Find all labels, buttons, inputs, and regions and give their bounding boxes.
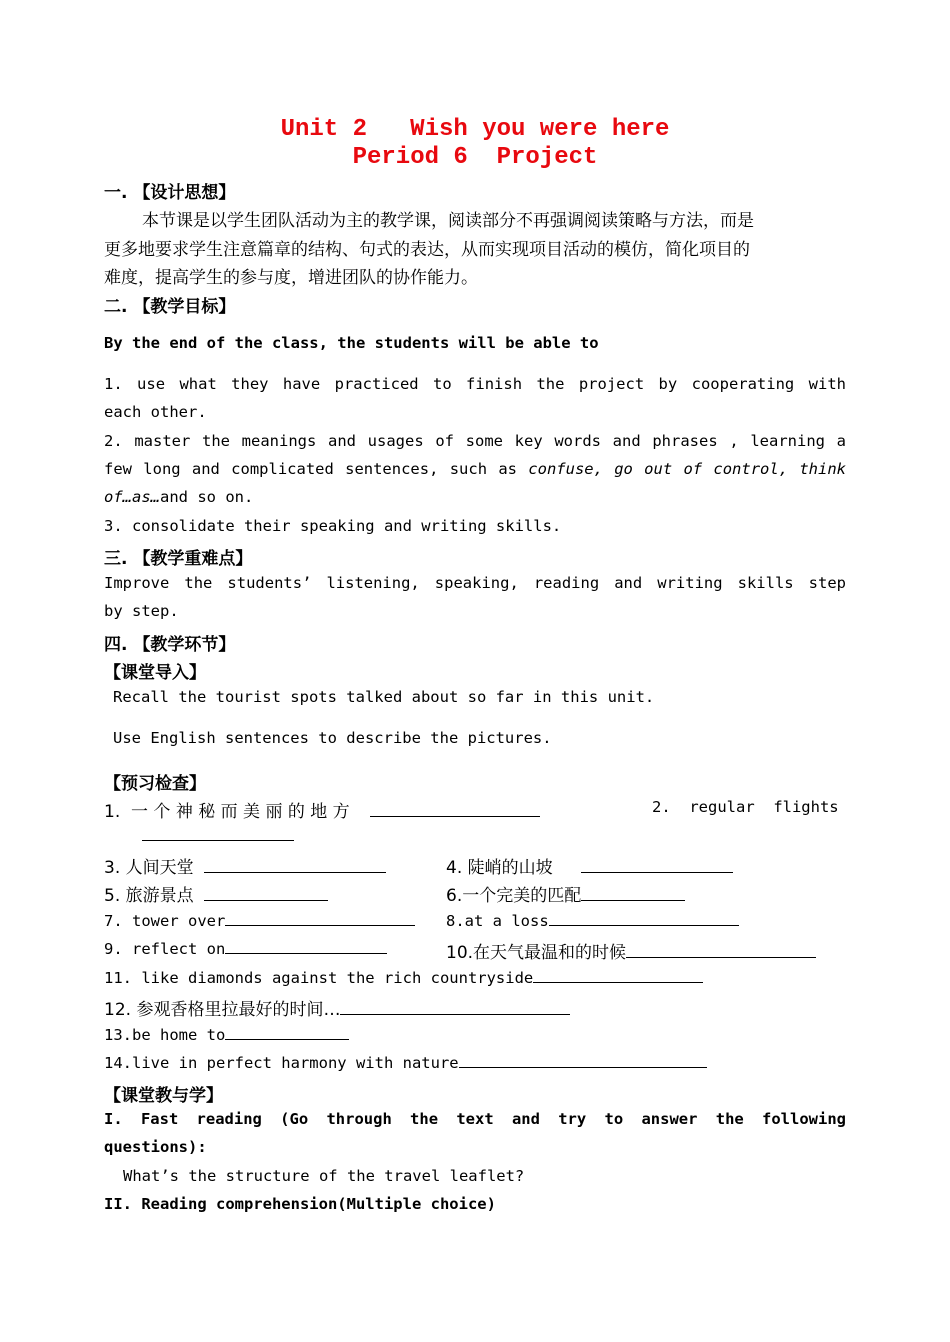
preview-item: 2. regular flights <box>652 798 839 816</box>
section-heading-key-points: 三. 【教学重难点】 <box>104 549 253 569</box>
key-points-text: by step. <box>104 602 179 620</box>
subheading-class-teaching: 【课堂教与学】 <box>104 1086 223 1106</box>
subheading-preview-check: 【预习检查】 <box>104 774 206 794</box>
objective-example-phrases: confuse, go out of control, think <box>528 460 846 478</box>
preview-item-text: 1. 一 个 神 秘 而 美 丽 的 地 方 <box>104 802 350 822</box>
preview-item-text: 8.at a loss <box>446 912 549 930</box>
answer-blank[interactable] <box>340 1000 570 1015</box>
objective-item <box>104 460 846 478</box>
preview-item-text: 5. 旅游景点 <box>104 886 194 906</box>
section-heading-design: 一. 【设计思想】 <box>104 183 236 203</box>
preview-item <box>446 911 739 930</box>
preview-item <box>104 853 386 878</box>
design-text-line: 更多地要求学生注意篇章的结构、句式的表达，从而实现项目活动的模仿，简化项目的 <box>104 240 750 260</box>
section-heading-objectives: 二. 【教学目标】 <box>104 297 236 317</box>
preview-item-text: 4. 陡峭的山坡 <box>446 858 553 878</box>
preview-item-text: 10.在天气最温和的时候 <box>446 943 627 963</box>
objective-text: and so on. <box>160 488 254 506</box>
answer-blank[interactable] <box>581 858 733 873</box>
subheading-lead-in: 【课堂导入】 <box>104 663 206 683</box>
page-subtitle: Period 6 Project <box>352 144 598 171</box>
answer-blank[interactable] <box>225 1025 349 1040</box>
preview-item <box>446 853 733 878</box>
answer-blank[interactable] <box>204 858 386 873</box>
preview-item-text: 7. tower over <box>104 912 226 930</box>
preview-item-text: 12. 参观香格里拉最好的时间… <box>104 1000 341 1020</box>
answer-blank[interactable] <box>225 939 387 954</box>
preview-item-text: 6.一个完美的匹配 <box>446 886 582 906</box>
page-title: Unit 2 Wish you were here <box>280 116 670 143</box>
answer-blank[interactable] <box>549 911 739 926</box>
preview-item <box>446 881 685 906</box>
preview-item <box>446 938 816 963</box>
preview-item <box>104 797 540 822</box>
preview-item <box>104 1025 349 1044</box>
preview-item <box>142 826 294 846</box>
objective-text: few long and complicated sentences, such as <box>104 460 529 478</box>
preview-item-text: 11. like diamonds against the rich countryside <box>104 969 534 987</box>
preview-item-text: 14.live in perfect harmony with nature <box>104 1054 459 1072</box>
objective-item: 1. use what they have practiced to finish the project by cooperating with <box>104 375 846 393</box>
reading-comprehension-heading: II. Reading comprehension(Multiple choice) <box>104 1195 496 1213</box>
fast-reading-instruction: questions): <box>104 1138 207 1156</box>
preview-item-text: 13.be home to <box>104 1026 226 1044</box>
objective-item: 3. consolidate their speaking and writing skills. <box>104 517 562 535</box>
preview-item-text: 9. reflect on <box>104 940 226 958</box>
key-points-text: Improve the students’ listening, speaking, reading and writing skills step <box>104 574 846 592</box>
answer-blank[interactable] <box>142 826 294 841</box>
fast-reading-instruction: I. Fast reading (Go through the text and try to answer the following <box>104 1110 846 1128</box>
answer-blank[interactable] <box>626 943 816 958</box>
fast-reading-question: What’s the structure of the travel leaflet? <box>123 1167 525 1185</box>
objective-item: 2. master the meanings and usages of some key words and phrases , learning a <box>104 432 846 450</box>
preview-item <box>104 1053 707 1072</box>
preview-item <box>104 968 703 987</box>
preview-item-text: 3. 人间天堂 <box>104 858 194 878</box>
section-heading-procedure: 四. 【教学环节】 <box>104 635 236 655</box>
lead-in-text: Recall the tourist spots talked about so far in this unit. <box>113 688 655 706</box>
preview-item <box>104 995 570 1020</box>
answer-blank[interactable] <box>533 968 703 983</box>
objective-item: each other. <box>104 403 207 421</box>
answer-blank[interactable] <box>370 802 540 817</box>
objective-example-phrase: of…as… <box>104 488 160 506</box>
answer-blank[interactable] <box>225 911 415 926</box>
preview-item <box>104 939 387 958</box>
answer-blank[interactable] <box>204 886 328 901</box>
answer-blank[interactable] <box>581 886 685 901</box>
preview-item <box>104 911 415 930</box>
objectives-intro: By the end of the class, the students will be able to <box>104 334 599 352</box>
answer-blank[interactable] <box>459 1053 707 1068</box>
design-text-line: 难度，提高学生的参与度，增进团队的协作能力。 <box>104 268 478 288</box>
lead-in-text: Use English sentences to describe the pictures. <box>113 729 552 747</box>
design-text-line: 本节课是以学生团队活动为主的教学课，阅读部分不再强调阅读策略与方法，而是 <box>142 211 754 231</box>
objective-item <box>104 488 253 506</box>
preview-item <box>104 881 328 906</box>
